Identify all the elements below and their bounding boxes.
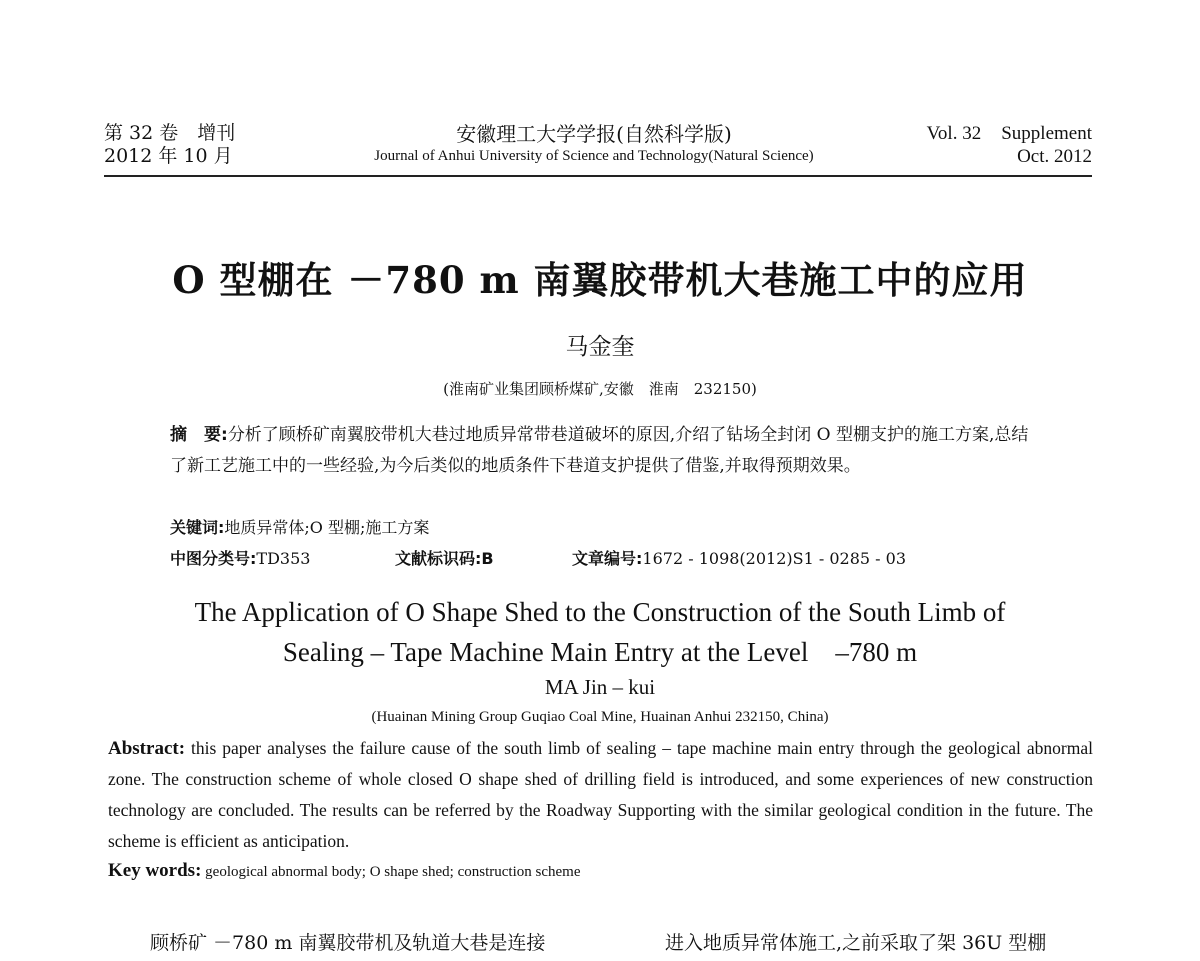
- keywords-en-text: geological abnormal body; O shape shed; construction scheme: [201, 864, 581, 880]
- keywords-cn-label: 关键词:: [170, 518, 225, 537]
- abstract-en-text: this paper analyses the failure cause of the south limb of sealing – tape machine main entry through the geological abnormal zone. The construction scheme of whole closed O shape shed of drilling field is introduced, and some experiences of new construction technology are concluded. The results can be referred by the Roadway Supporting with the similar geological condition in the future. The scheme is efficient as anticipation.: [108, 738, 1093, 851]
- header-rule: [104, 175, 1092, 177]
- doc-code-value: B: [481, 549, 494, 568]
- author-cn: 马金奎: [565, 334, 635, 360]
- volume-cn: 第 32 卷 增刊: [104, 122, 236, 144]
- date-en: Oct. 2012: [1017, 146, 1092, 167]
- affiliation-en: (Huainan Mining Group Guqiao Coal Mine, Huainan Anhui 232150, China): [371, 709, 829, 725]
- supplement-en: Supplement: [1001, 123, 1092, 144]
- abstract-cn-text: 分析了顾桥矿南翼胶带机大巷过地质异常带巷道破坏的原因,介绍了钻场全封闭 O 型棚支护的施工方案,总结了新工艺施工中的一些经验,为今后类似的地质条件下巷道支护提供了借鉴,并取得预期效果。: [170, 425, 1029, 476]
- keywords-en: [108, 860, 1093, 882]
- doc-code-label: 文献标识码:: [395, 549, 482, 568]
- journal-name-cn: 安徽理工大学学报(自然科学版): [456, 122, 732, 146]
- title-en-line1: The Application of O Shape Shed to the Construction of the South Limb of: [194, 597, 1006, 627]
- header-left: [104, 122, 235, 168]
- abstract-en-label: Abstract:: [108, 738, 186, 759]
- header-right: [927, 122, 1092, 168]
- clc-value: TD353: [256, 549, 311, 568]
- date-cn: 2012 年 10 月: [104, 145, 233, 167]
- journal-header: [104, 118, 1092, 176]
- affiliation-cn: (淮南矿业集团顾桥煤矿,安徽 淮南 232150): [443, 380, 757, 398]
- volume-en: Vol. 32: [926, 123, 982, 144]
- header-center: [324, 122, 864, 166]
- article-no-value: 1672 - 1098(2012)S1 - 0285 - 03: [642, 549, 906, 568]
- body-column-left: 顾桥矿 －780 m 南翼胶带机及轨道大巷是连接: [150, 932, 546, 954]
- keywords-cn: [170, 515, 1040, 538]
- keywords-en-label: Key words:: [108, 860, 202, 881]
- paper-title-en: [0, 592, 1200, 672]
- article-no-block: [572, 546, 906, 569]
- abstract-en: [108, 733, 1093, 857]
- title-en-line2: Sealing – Tape Machine Main Entry at the Level –780 m: [282, 637, 918, 667]
- body-column-right: 进入地质异常体施工,之前采取了架 36U 型棚: [665, 932, 1047, 954]
- keywords-cn-text: 地质异常体;O 型棚;施工方案: [224, 518, 430, 537]
- clc-block: [170, 546, 395, 569]
- abstract-cn: [170, 420, 1040, 482]
- paper-title-cn: O 型棚在 －780 m 南翼胶带机大巷施工中的应用: [172, 258, 1028, 302]
- abstract-cn-label: 摘 要:: [170, 425, 228, 445]
- clc-label: 中图分类号:: [170, 549, 257, 568]
- article-no-label: 文章编号:: [572, 549, 643, 568]
- doc-code-block: [395, 546, 572, 569]
- classification-row: [170, 546, 1070, 569]
- journal-name-en: Journal of Anhui University of Science and Technology(Natural Science): [374, 148, 814, 164]
- author-en: MA Jin – kui: [544, 675, 656, 699]
